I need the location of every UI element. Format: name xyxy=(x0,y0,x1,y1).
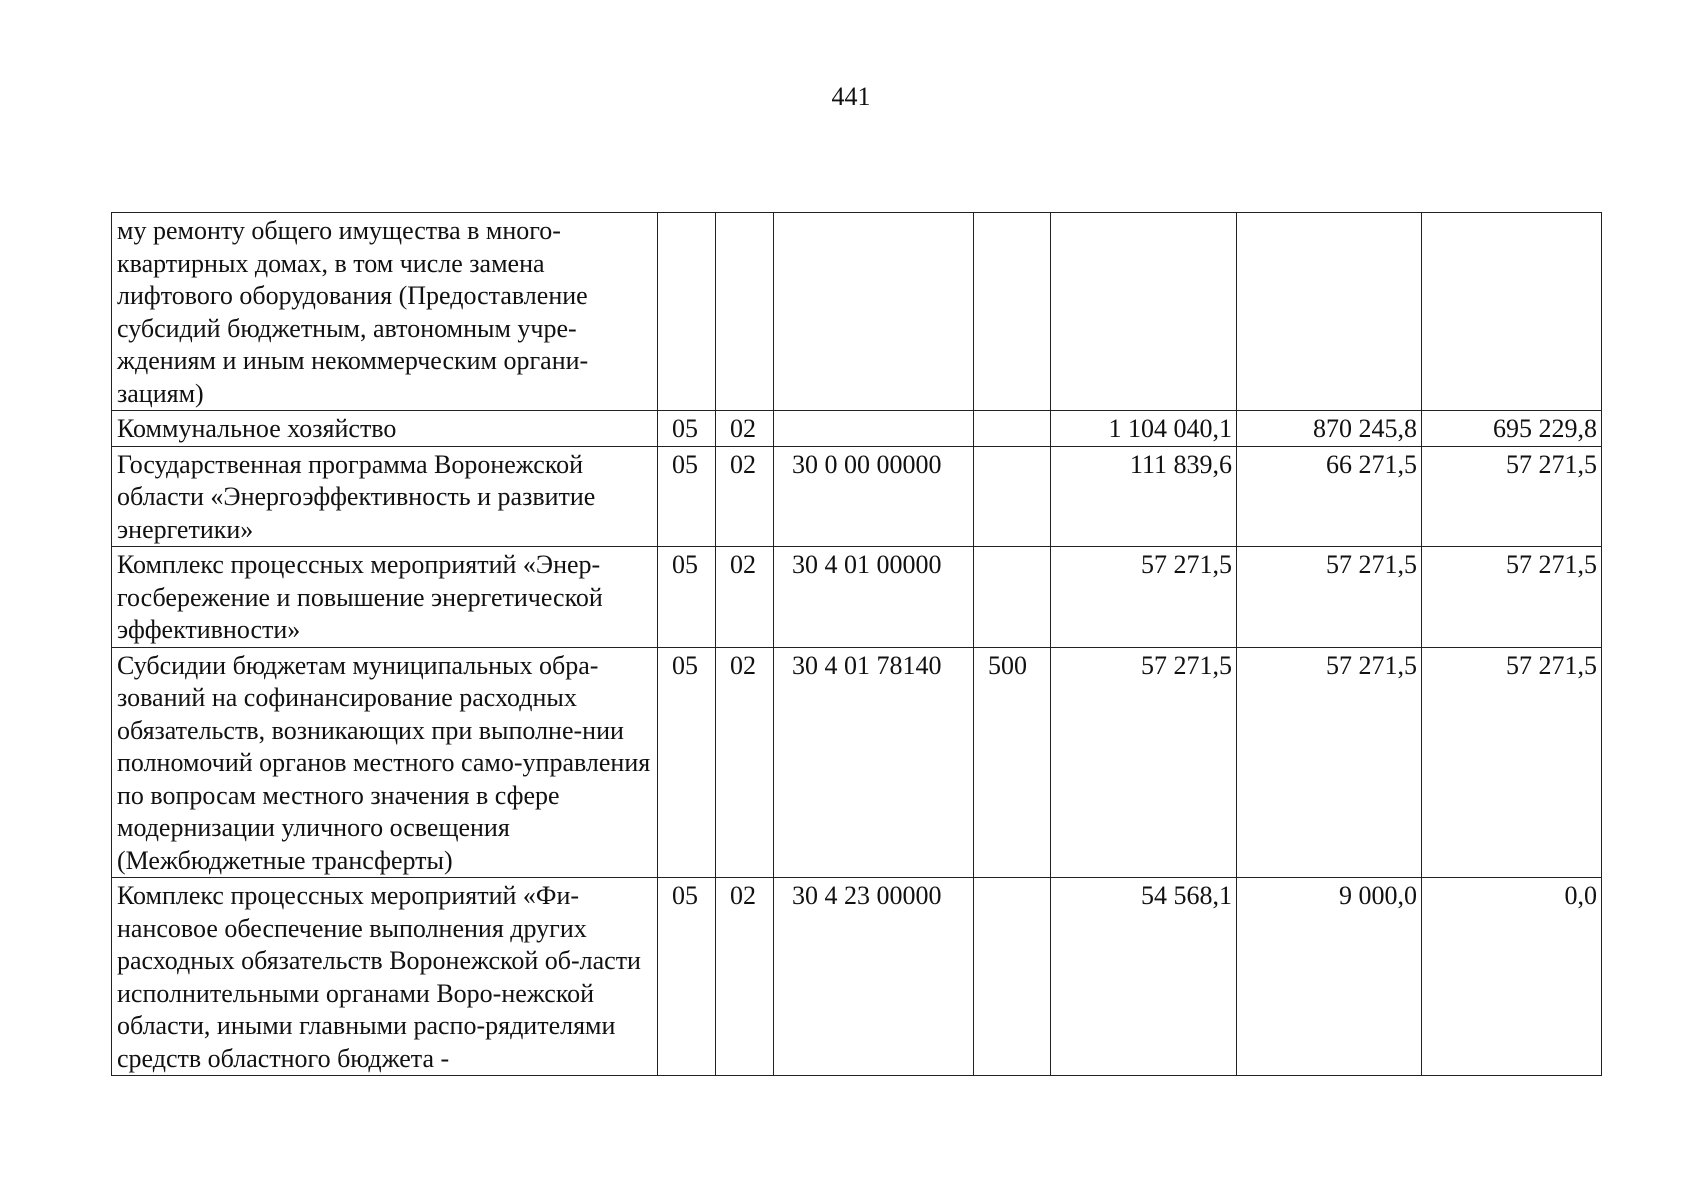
amount-1-cell: 57 271,5 xyxy=(1051,647,1237,878)
table-row xyxy=(112,411,1602,447)
row-name-cell: Государственная программа Воронежской области «Энергоэффективность и развитие энергетики» xyxy=(112,446,658,547)
subsection-code-cell: 02 xyxy=(716,547,774,648)
subsection-code-cell: 02 xyxy=(716,411,774,447)
table-row xyxy=(112,446,1602,547)
amount-2-cell: 66 271,5 xyxy=(1237,446,1422,547)
amount-3-cell: 695 229,8 xyxy=(1422,411,1602,447)
amount-1-cell: 1 104 040,1 xyxy=(1051,411,1237,447)
table-body xyxy=(112,213,1602,1076)
target-article-cell: 30 4 23 00000 xyxy=(774,878,974,1076)
row-name-cell: му ремонту общего имущества в много-квартирных домах, в том числе замена лифтового оборудования (Предоставление субсидий бюджетным, автономным учре-ждениям и иным некоммерческим органи-зациям) xyxy=(112,213,658,411)
amount-2-cell: 9 000,0 xyxy=(1237,878,1422,1076)
target-article-cell: 30 4 01 00000 xyxy=(774,547,974,648)
table-row xyxy=(112,213,1602,411)
amount-3-cell xyxy=(1422,213,1602,411)
expense-type-cell xyxy=(974,446,1051,547)
amount-2-cell xyxy=(1237,213,1422,411)
subsection-code-cell xyxy=(716,213,774,411)
table-row xyxy=(112,647,1602,878)
amount-2-cell: 57 271,5 xyxy=(1237,547,1422,648)
row-name-cell: Коммунальное хозяйство xyxy=(112,411,658,447)
amount-1-cell: 57 271,5 xyxy=(1051,547,1237,648)
section-code-cell: 05 xyxy=(658,411,716,447)
page-number: 441 xyxy=(831,82,871,111)
row-name-cell: Субсидии бюджетам муниципальных обра-зований на софинансирование расходных обязательств, возникающих при выполне-нии полномочий органов местного само-управления по вопросам местного значения в сфере модернизации уличного освещения (Межбюджетные трансферты) xyxy=(112,647,658,878)
amount-3-cell: 0,0 xyxy=(1422,878,1602,1076)
subsection-code-cell: 02 xyxy=(716,446,774,547)
expense-type-cell xyxy=(974,213,1051,411)
target-article-cell: 30 4 01 78140 xyxy=(774,647,974,878)
section-code-cell: 05 xyxy=(658,547,716,648)
budget-table xyxy=(111,212,1602,1076)
row-name-cell: Комплекс процессных мероприятий «Фи-нансовое обеспечение выполнения других расходных обязательств Воронежской об-ласти исполнительными органами Воро-нежской области, иными главными распо-рядителями средств областного бюджета - xyxy=(112,878,658,1076)
amount-3-cell: 57 271,5 xyxy=(1422,446,1602,547)
expense-type-cell: 500 xyxy=(974,647,1051,878)
section-code-cell xyxy=(658,213,716,411)
subsection-code-cell: 02 xyxy=(716,647,774,878)
amount-3-cell: 57 271,5 xyxy=(1422,547,1602,648)
table-row xyxy=(112,878,1602,1076)
amount-2-cell: 57 271,5 xyxy=(1237,647,1422,878)
expense-type-cell xyxy=(974,878,1051,1076)
subsection-code-cell: 02 xyxy=(716,878,774,1076)
amount-2-cell: 870 245,8 xyxy=(1237,411,1422,447)
section-code-cell: 05 xyxy=(658,647,716,878)
expense-type-cell xyxy=(974,547,1051,648)
amount-1-cell xyxy=(1051,213,1237,411)
target-article-cell xyxy=(774,213,974,411)
amount-1-cell: 54 568,1 xyxy=(1051,878,1237,1076)
target-article-cell: 30 0 00 00000 xyxy=(774,446,974,547)
section-code-cell: 05 xyxy=(658,878,716,1076)
table-row xyxy=(112,547,1602,648)
target-article-cell xyxy=(774,411,974,447)
row-name-cell: Комплекс процессных мероприятий «Энер-госбережение и повышение энергетической эффективности» xyxy=(112,547,658,648)
amount-1-cell: 111 839,6 xyxy=(1051,446,1237,547)
amount-3-cell: 57 271,5 xyxy=(1422,647,1602,878)
expense-type-cell xyxy=(974,411,1051,447)
section-code-cell: 05 xyxy=(658,446,716,547)
